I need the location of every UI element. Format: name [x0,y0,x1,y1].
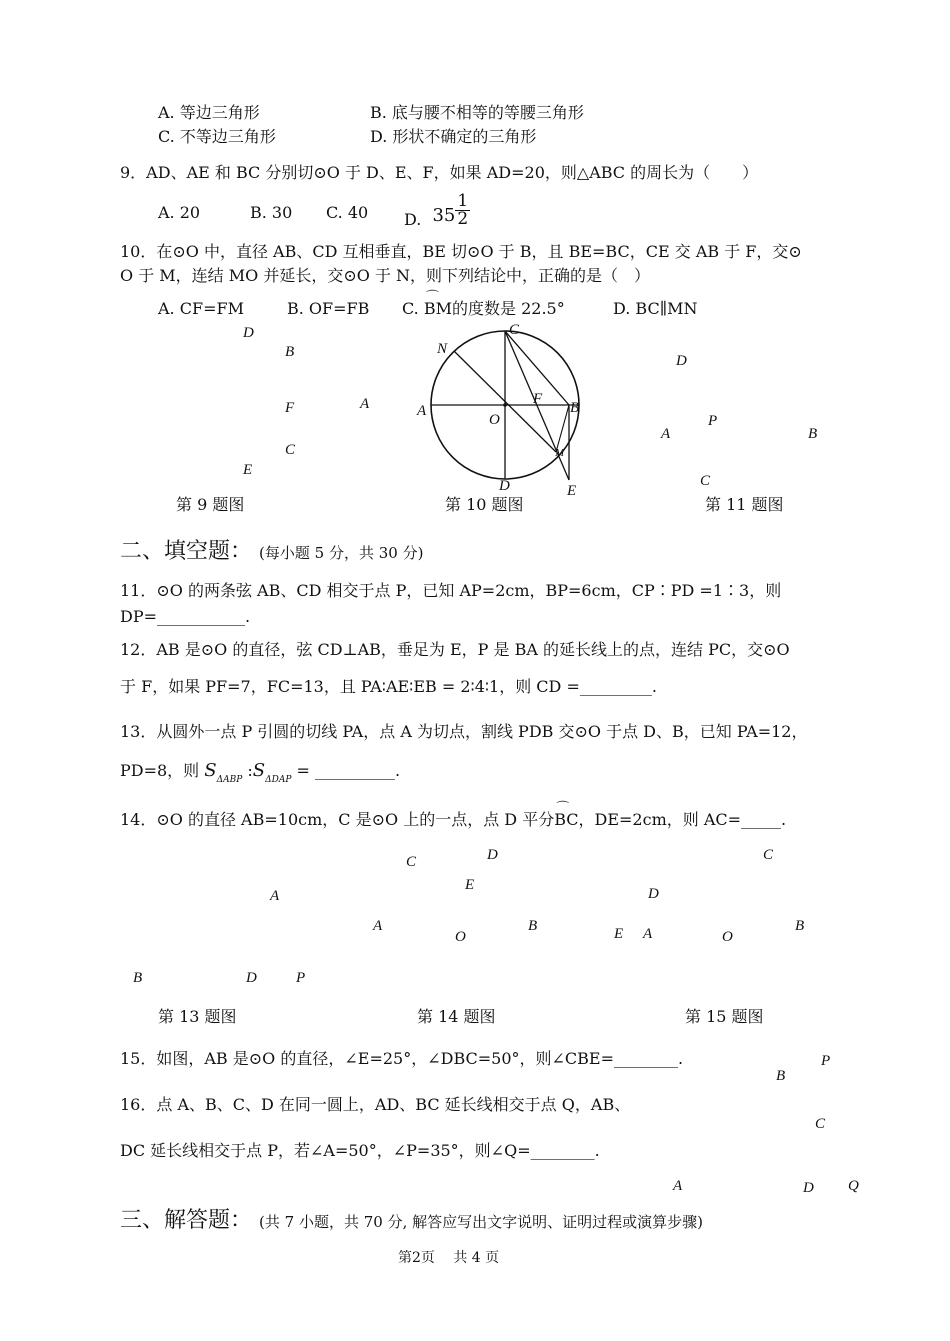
q10-c-suffix: 的度数是 22.5° [452,299,565,318]
q13-line2 [120,760,401,785]
q10-line1: 10．在⊙O 中，直径 AB、CD 互相垂直，BE 切⊙O 于 B，且 BE=BC，CE 交 AB 于 F，交⊙ [120,242,802,261]
q8-option-a: A. 等边三角形 [158,103,260,122]
fig16-label-p: P [821,1053,831,1069]
q13-suffix: = __________. [296,761,401,780]
fig10-label-d: D [499,478,510,494]
fig15-label-c: C [763,847,774,863]
q14-prefix: 14．⊙O 的直径 AB=10cm，C 是⊙O 上的一点，点 D 平分 [120,810,555,829]
q13-sub-dap: ΔDAP [265,775,292,785]
fig11-label-c: C [700,473,711,489]
q10-option-b: B. OF=FB [287,299,370,318]
q8-option-b: B. 底与腰不相等的等腰三角形 [370,103,584,122]
fig9-label-c: C [285,442,296,458]
q10-option-d: D. BC∥MN [613,299,698,318]
fig13-caption: 第 13 题图 [158,1007,237,1026]
q9-stem: 9．AD、AE 和 BC 分别切⊙O 于 D、E、F，如果 AD=20，则△ABC 的周长为（ ） [120,163,759,182]
fig15-label-d: D [648,886,659,902]
q14-arc: ⌒ BC [554,810,578,829]
fig11-label-p: P [708,413,718,429]
section2-title: 二、填空题： [120,539,253,564]
fig14-label-c: C [406,854,417,870]
section2-note: (每小题 5 分，共 30 分) [259,544,424,562]
q9-d-prefix: D. [404,210,422,229]
fig15-label-b: B [795,918,805,934]
q13-prefix: PD=8，则 [120,761,200,780]
fig9-label-b: B [285,344,295,360]
q14-suffix: ，DE=2cm，则 AC=_____. [578,810,787,829]
q9-d-denominator: 2 [457,209,469,229]
q11-line2: DP=___________. [120,607,251,626]
fig16-label-d: D [803,1180,814,1196]
fig14-caption: 第 14 题图 [417,1007,496,1026]
fig16-label-a: A [673,1178,683,1194]
q9-option-a: A. 20 [158,203,201,222]
section3-title: 三、解答题： [120,1208,253,1233]
q8-option-d: D. 形状不确定的三角形 [370,127,537,146]
fig15-caption: 第 15 题图 [685,1007,764,1026]
fig11-label-b: B [808,426,818,442]
fig10-center-o [503,403,507,407]
fig10-label-o: O [489,412,500,428]
fig10-label-b: B [570,400,580,416]
q13-sub-abp: ΔABP [216,775,243,785]
q9-d-numerator: 1 [457,191,469,211]
fig9-label-e: E [243,462,253,478]
fig9-label-f: F [285,400,295,416]
fig15-label-o: O [722,929,733,945]
q14-text [120,810,786,829]
page-footer: 第2页 共 4 页 [398,1250,500,1266]
q13-s1: S [204,760,217,781]
fig14-label-a: A [373,918,383,934]
section3-note: (共 7 小题，共 70 分, 解答应写出文字说明、证明过程或演算步骤) [259,1213,703,1231]
section2-heading [120,534,423,565]
fig10-label-a: A [417,403,427,419]
fig15-label-a: A [643,926,653,942]
q12-line1: 12．AB 是⊙O 的直径，弦 CD⊥AB，垂足为 E，P 是 BA 的延长线上的点，连结 PC，交⊙O [120,640,790,659]
fig11-caption: 第 11 题图 [705,495,784,514]
q15-text: 15．如图，AB 是⊙O 的直径，∠E=25°，∠DBC=50°，则∠CBE=________. [120,1049,684,1068]
q16-line1: 16．点 A、B、C、D 在同一圆上，AD、BC 延长线相交于点 Q，AB、 [120,1095,631,1114]
q10-option-a: A. CF=FM [158,299,244,318]
q10-c-prefix: C. [402,299,419,318]
q13-s2: S [252,760,266,781]
fig11-label-d: D [676,353,687,369]
fig13-label-p: P [296,970,306,986]
section3-heading [120,1203,703,1234]
q13-line1: 13．从圆外一点 P 引圆的切线 PA，点 A 为切点，割线 PDB 交⊙O 于点 D、B，已知 PA=12， [120,722,808,741]
fig10-caption: 第 10 题图 [445,495,524,514]
fig9-label-a: A [360,396,370,412]
fig16-label-c: C [815,1116,826,1132]
q9-option-c: C. 40 [326,203,369,222]
q10-c-arc: ⌒ BM [424,299,452,318]
fig14-label-e: E [465,877,475,893]
q12-line2: 于 F，如果 PF=7，FC=13，且 PA∶AE∶EB = 2∶4∶1，则 CD =_________. [120,677,657,696]
fig13-label-a: A [270,888,280,904]
fig13-label-b: B [133,970,143,986]
q13-colon: : [247,761,253,780]
q8-option-c: C. 不等边三角形 [158,127,276,146]
fig13-label-d: D [246,970,257,986]
fig14-label-d: D [487,847,498,863]
fig10-label-e: E [567,483,577,499]
fig9-caption: 第 9 题图 [176,495,245,514]
fig15-label-e: E [614,926,624,942]
fig10-label-m: M [555,447,565,459]
fig16-label-q: Q [848,1178,859,1194]
fig10-label-n: N [437,341,448,357]
fig11-label-a: A [661,426,671,442]
q16-line2: DC 延长线相交于点 P，若∠A=50°，∠P=35°，则∠Q=________. [120,1141,600,1160]
fig14-label-b: B [528,918,538,934]
q9-d-whole: 35 [432,205,456,226]
q9-option-b: B. 30 [250,203,293,222]
fig14-label-o: O [455,929,466,945]
fig10-label-f: F [533,391,543,407]
fig10-label-c: C [509,322,520,338]
q11-line1: 11．⊙O 的两条弦 AB、CD 相交于点 P，已知 AP=2cm，BP=6cm，CP∶PD =1∶3，则 [120,581,782,600]
q10-line2: O 于 M，连结 MO 并延长，交⊙O 于 N，则下列结论中，正确的是（ ） [120,266,651,285]
fig9-label-d: D [243,325,254,341]
fig16-label-b: B [776,1068,786,1084]
